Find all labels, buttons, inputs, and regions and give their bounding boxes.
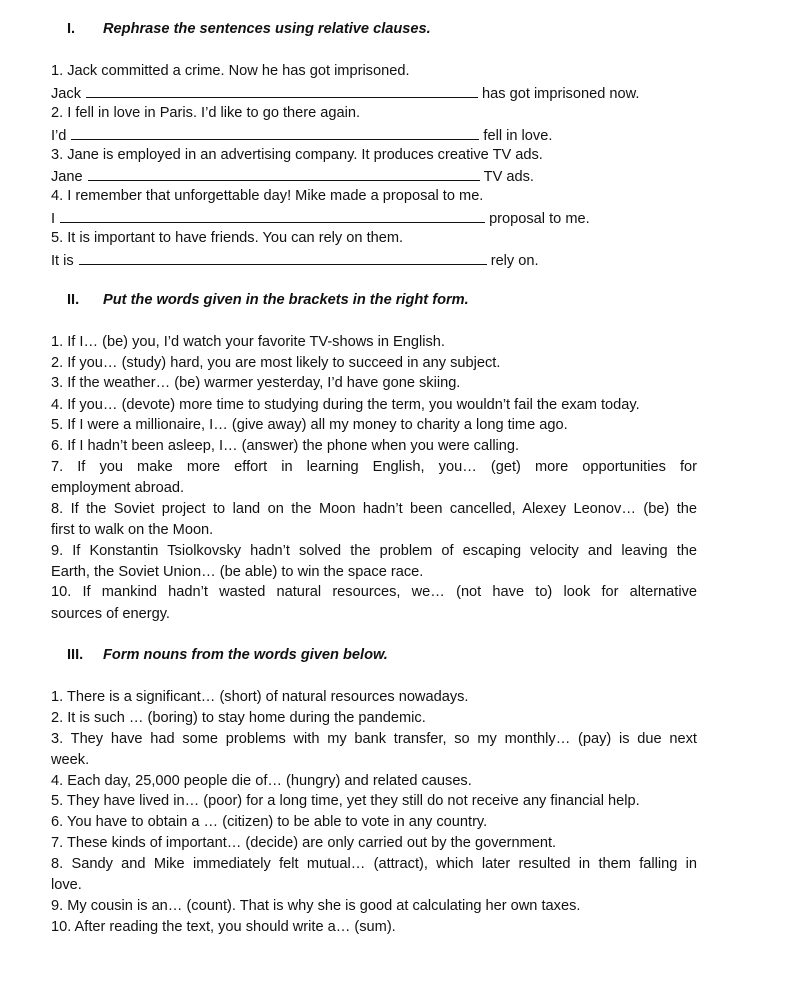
s1-item-1-answer-row xyxy=(51,84,639,102)
s1-item-4-end: proposal to me. xyxy=(489,211,590,227)
s1-item-3-sentence: 3. Jane is employed in an advertising company. It produces creative TV ads. xyxy=(51,147,543,163)
s2-item-9-cont: Earth, the Soviet Union… (be able) to win the space race. xyxy=(51,564,424,580)
s1-item-4-start: I xyxy=(51,211,56,227)
section-1-heading xyxy=(67,21,431,37)
s1-item-1-blank[interactable] xyxy=(86,84,478,98)
s3-item-4: 4. Each day, 25,000 people die of… (hungry) and related causes. xyxy=(51,773,472,789)
s1-item-1-sentence: 1. Jack committed a crime. Now he has got imprisoned. xyxy=(51,63,410,79)
section-3-title: Form nouns from the words given below. xyxy=(103,647,388,663)
s1-item-1-start: Jack xyxy=(51,86,82,102)
section-1-title: Rephrase the sentences using relative clauses. xyxy=(103,21,431,37)
s3-item-1: 1. There is a significant… (short) of natural resources nowadays. xyxy=(51,689,469,705)
s3-item-8-cont: love. xyxy=(51,877,82,893)
s2-item-10-cont: sources of energy. xyxy=(51,606,170,622)
s2-item-6: 6. If I hadn’t been asleep, I… (answer) the phone when you were calling. xyxy=(51,438,520,454)
s2-item-2: 2. If you… (study) hard, you are most likely to succeed in any subject. xyxy=(51,355,501,371)
s2-item-7-cont: employment abroad. xyxy=(51,480,185,496)
s1-item-5-answer-row xyxy=(51,251,539,269)
s1-item-4-blank[interactable] xyxy=(60,209,485,223)
s1-item-5-end: rely on. xyxy=(490,253,539,269)
s3-item-7: 7. These kinds of important… (decide) are only carried out by the government. xyxy=(51,835,557,851)
s3-item-5: 5. They have lived in… (poor) for a long time, yet they still do not receive any financial help. xyxy=(51,793,640,809)
section-3-heading xyxy=(67,647,388,663)
s1-item-5-start: It is xyxy=(51,253,74,269)
s3-item-2: 2. It is such … (boring) to stay home during the pandemic. xyxy=(51,710,426,726)
s2-item-8: 8. If the Soviet project to land on the Moon hadn’t been cancelled, Alexey Leonov… (be) the xyxy=(51,501,697,517)
section-2-title: Put the words given in the brackets in the right form. xyxy=(103,292,469,308)
s1-item-5-sentence: 5. It is important to have friends. You can rely on them. xyxy=(51,230,404,246)
s1-item-4-sentence: 4. I remember that unforgettable day! Mike made a proposal to me. xyxy=(51,188,484,204)
s3-item-10: 10. After reading the text, you should write a… (sum). xyxy=(51,919,396,935)
section-2-heading xyxy=(67,292,469,308)
s2-item-4: 4. If you… (devote) more time to studying during the term, you wouldn’t fail the exam today. xyxy=(51,397,640,413)
s3-item-9: 9. My cousin is an… (count). That is why she is good at calculating her own taxes. xyxy=(51,898,581,914)
s1-item-2-start: I’d xyxy=(51,128,67,144)
s1-item-2-blank[interactable] xyxy=(71,126,479,140)
s3-item-3: 3. They have had some problems with my bank transfer, so my monthly… (pay) is due next xyxy=(51,731,697,747)
s1-item-3-answer-row xyxy=(51,167,534,185)
s1-item-3-end: TV ads. xyxy=(483,169,534,185)
s1-item-2-end: fell in love. xyxy=(483,128,553,144)
section-2-number: II. xyxy=(67,292,80,308)
section-3-number: III. xyxy=(67,647,84,663)
s2-item-9: 9. If Konstantin Tsiolkovsky hadn’t solved the problem of escaping velocity and leaving the xyxy=(51,543,697,559)
s1-item-3-start: Jane xyxy=(51,169,83,185)
s1-item-5-blank[interactable] xyxy=(79,251,487,265)
s2-item-7: 7. If you make more effort in learning English, you… (get) more opportunities for xyxy=(51,459,697,475)
s1-item-2-sentence: 2. I fell in love in Paris. I’d like to go there again. xyxy=(51,105,361,121)
s3-item-6: 6. You have to obtain a … (citizen) to be able to vote in any country. xyxy=(51,814,488,830)
s1-item-3-blank[interactable] xyxy=(88,167,480,181)
section-1-number: I. xyxy=(67,21,76,37)
s2-item-1: 1. If I… (be) you, I’d watch your favorite TV-shows in English. xyxy=(51,334,445,350)
s3-item-8: 8. Sandy and Mike immediately felt mutual… (attract), which later resulted in them falling in xyxy=(51,856,697,872)
s1-item-2-answer-row xyxy=(51,126,552,144)
s2-item-3: 3. If the weather… (be) warmer yesterday, I’d have gone skiing. xyxy=(51,375,461,391)
s3-item-3-cont: week. xyxy=(51,752,90,768)
s2-item-8-cont: first to walk on the Moon. xyxy=(51,522,214,538)
s1-item-1-end: has got imprisoned now. xyxy=(482,86,640,102)
s2-item-5: 5. If I were a millionaire, I… (give away) all my money to charity a long time ago. xyxy=(51,417,568,433)
s1-item-4-answer-row xyxy=(51,209,590,227)
s2-item-10: 10. If mankind hadn’t wasted natural resources, we… (not have to) look for alternative xyxy=(51,584,697,600)
